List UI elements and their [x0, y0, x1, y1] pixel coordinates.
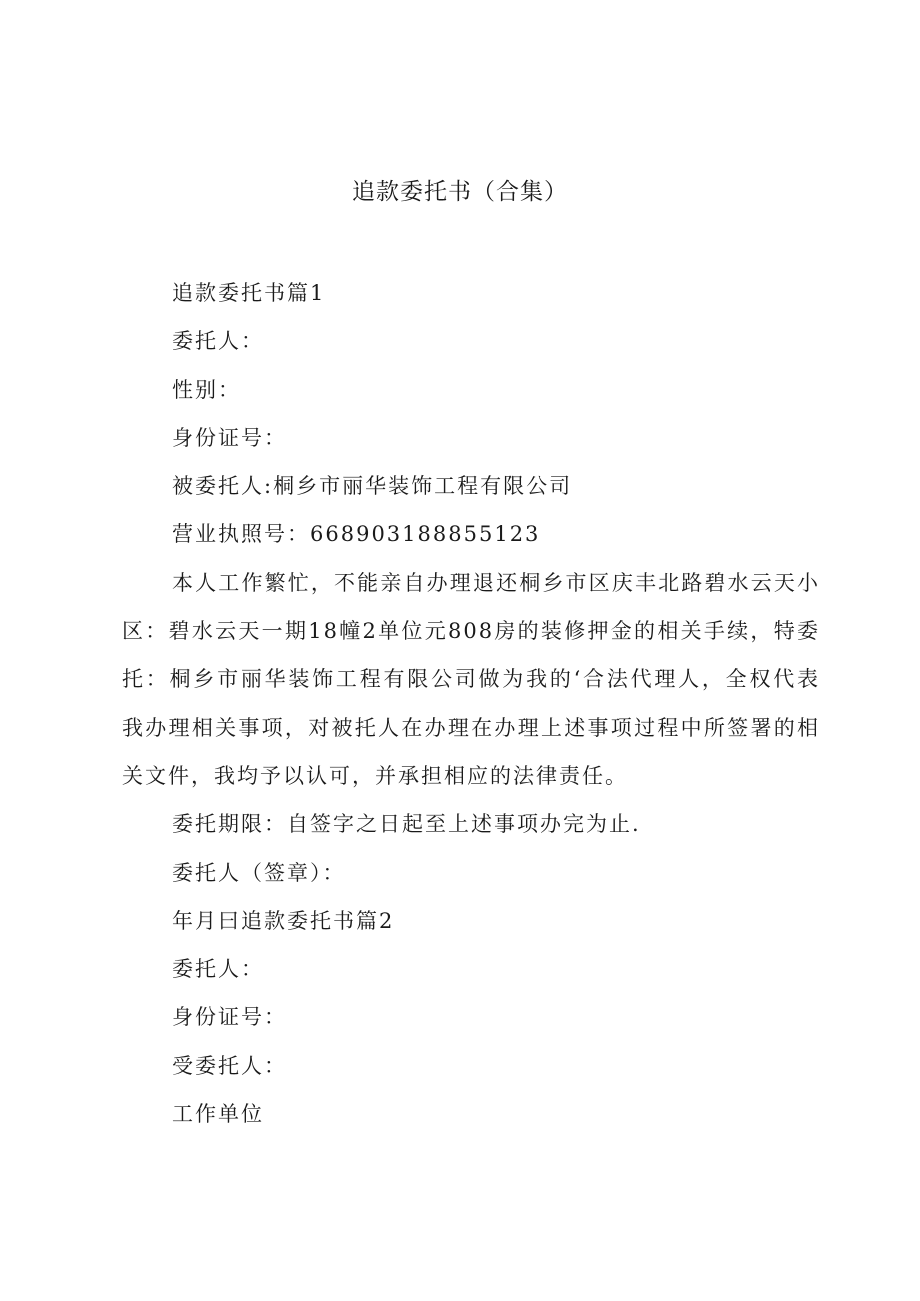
field-id-number: 身份证号： [172, 425, 287, 450]
section-heading-1: 追款委托书篇1 [172, 281, 326, 305]
section-heading-2: 年月曰追款委托书篇2 [172, 908, 395, 933]
field-id-number-2: 身份证号： [172, 1005, 287, 1030]
field-agent-2: 受委托人： [172, 1053, 287, 1078]
field-business-license: 营业执照号：668903188855123 [172, 522, 541, 547]
document-title: 追款委托书（合集） [352, 179, 568, 205]
authorization-paragraph: 本人工作繁忙，不能亲自办理退还桐乡市区庆丰北路碧水云天小区：碧水云天一期18幢2单位元808房的装修押金的相关手续，特委托：桐乡市丽华装饰工程有限公司做为我的‘合法代理人，全权代表我办理相关事项，对被托人在办理在办理上述事项过程中所签署的相关文件，我均予以认可，并承担相应的法律责任。 [122, 570, 820, 788]
field-work-unit: 工作单位 [172, 1102, 264, 1127]
field-term: 委托期限：自签字之日起至上述事项办完为止. [172, 812, 641, 837]
field-principal: 委托人： [172, 329, 264, 354]
field-gender: 性别： [172, 377, 241, 402]
field-principal-2: 委托人： [172, 957, 264, 982]
field-agent: 被委托人:桐乡市丽华装饰工程有限公司 [172, 474, 573, 499]
field-signature: 委托人（签章）： [172, 860, 346, 885]
document-body [122, 269, 820, 1138]
